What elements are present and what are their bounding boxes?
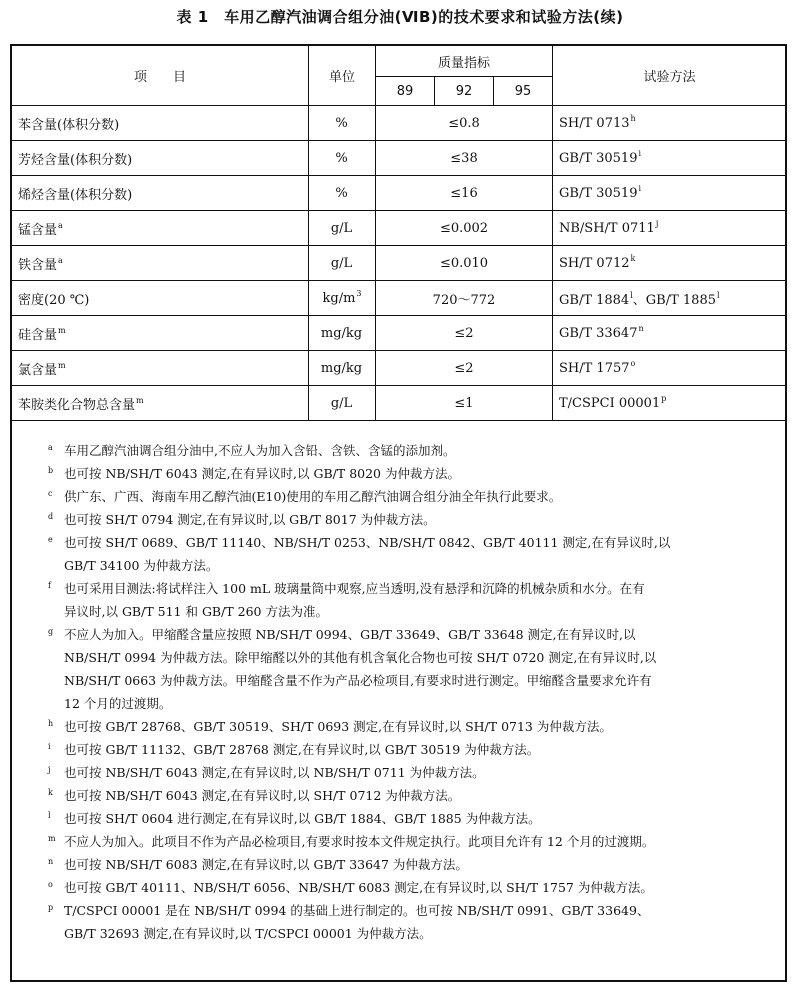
cell-method [553,211,787,246]
cell-unit [309,386,376,421]
footnote-line: GB/T 34100 为仲裁方法。 [64,558,219,573]
footnote-item [11,807,786,830]
item-text: 氯含量 [18,362,58,378]
unit-text: g/L [330,395,353,411]
method-text: SH/T 1757 [559,360,630,376]
cell-unit [309,106,376,141]
method-text: GB/T 1884 [559,292,630,308]
header-quality: 质量指标 [376,46,553,77]
footnote-item [11,761,786,784]
cell-unit [309,176,376,211]
header-method: 试验方法 [553,46,787,106]
footnote-mark: b [48,466,54,475]
header-grade-95: 95 [494,77,553,106]
footnote-line: 不应人为加入。甲缩醛含量应按照 NB/SH/T 0994、GB/T 33649、GB/T 33648 测定,在有异议时,以 [64,627,636,642]
footnote-line: 也可按 NB/SH/T 6043 测定,在有异议时,以 GB/T 8020 为仲裁方法。 [64,466,460,481]
value-text: ≤0.8 [448,115,480,131]
cell-value [376,246,553,281]
method-text: GB/T 30519 [559,150,638,166]
method-footnote-mark-secondary: l [717,291,720,301]
item-text: 硅含量 [18,327,58,343]
cell-method [553,316,787,351]
spec-table [11,45,787,421]
value-text: 720～772 [432,292,496,308]
table-row [12,211,787,246]
item-footnote-mark: a [58,256,63,266]
footnote-line: 也可按 SH/T 0794 测定,在有异议时,以 GB/T 8017 为仲裁方法。 [64,512,436,527]
method-footnote-mark: j [655,219,659,229]
footnote-mark: h [48,719,54,728]
footnote-line: GB/T 32693 测定,在有异议时,以 T/CSPCI 00001 为仲裁方法。 [64,926,432,941]
item-text: 锰含量 [18,222,58,238]
footnote-mark: f [48,581,51,590]
method-footnote-mark: k [630,254,636,264]
item-text: 密度(20 ℃) [18,292,90,308]
footnote-line: 不应人为加入。此项目不作为产品必检项目,有要求时按本文件规定执行。此项目允许有 12 个月的过渡期。 [64,834,655,849]
method-footnote-mark: i [638,149,642,159]
footnote-item [11,623,786,715]
table-row [12,281,787,316]
item-text: 芳烃含量(体积分数) [18,152,133,168]
method-text: GB/T 33647 [559,325,638,341]
footnote-line: 也可按 SH/T 0604 进行测定,在有异议时,以 GB/T 1884、GB/T 1885 为仲裁方法。 [64,811,541,826]
cell-value [376,211,553,246]
header-grade-89: 89 [376,77,435,106]
cell-unit [309,246,376,281]
footnote-mark: n [48,857,54,866]
footnote-line: 也可按 GB/T 11132、GB/T 28768 测定,在有异议时,以 GB/T 30519 为仲裁方法。 [64,742,540,757]
unit-text: g/L [330,255,353,271]
footnote-mark: p [48,903,54,912]
footnote-item [11,485,786,508]
cell-value [376,316,553,351]
method-text: SH/T 0713 [559,115,630,131]
table-row [12,316,787,351]
footnote-mark: c [48,489,53,498]
value-text: ≤0.002 [439,220,489,236]
cell-method [553,106,787,141]
value-text: ≤16 [450,185,478,201]
cell-item [12,211,309,246]
header-item: 项 目 [12,46,309,106]
method-footnote-mark: o [630,359,636,369]
value-text: ≤2 [454,360,474,376]
cell-item [12,176,309,211]
cell-value [376,351,553,386]
method-text: GB/T 30519 [559,185,638,201]
spec-table-body [12,106,787,421]
footnote-item [11,439,786,462]
footnote-line: 也可按 SH/T 0689、GB/T 11140、NB/SH/T 0253、NB/SH/T 0842、GB/T 40111 测定,在有异议时,以 [64,535,671,550]
footnote-line: NB/SH/T 0663 为仲裁方法。甲缩醛含量不作为产品必检项目,有要求时进行测定。甲缩醛含量要求允许有 [64,673,652,688]
cell-method [553,386,787,421]
table-row [12,246,787,281]
item-footnote-mark: m [58,326,66,336]
table-row [12,141,787,176]
unit-text: g/L [330,220,353,236]
cell-method [553,351,787,386]
cell-unit [309,351,376,386]
unit-text: % [335,185,348,201]
cell-item [12,106,309,141]
footnote-line: T/CSPCI 00001 是在 NB/SH/T 0994 的基础上进行制定的。也可按 NB/SH/T 0991、GB/T 33649、 [64,903,650,918]
footnote-line: 也可按 NB/SH/T 6043 测定,在有异议时,以 NB/SH/T 0711 为仲裁方法。 [64,765,485,780]
unit-text: mg/kg [320,325,363,341]
footnote-line: 也可采用目测法:将试样注入 100 mL 玻璃量筒中观察,应当透明,没有悬浮和沉降的机械杂质和水分。在有 [64,581,645,596]
footnote-mark: m [48,834,56,843]
value-text: ≤1 [454,395,474,411]
footnote-line: 也可按 GB/T 40111、NB/SH/T 6056、NB/SH/T 6083 测定,在有异议时,以 SH/T 1757 为仲裁方法。 [64,880,653,895]
footnote-line: NB/SH/T 0994 为仲裁方法。除甲缩醛以外的其他有机含氧化合物也可按 SH/T 0720 测定,在有异议时,以 [64,650,657,665]
cell-item [12,351,309,386]
item-footnote-mark: a [58,221,63,231]
footnote-line: 供广东、广西、海南车用乙醇汽油(E10)使用的车用乙醇汽油调合组分油全年执行此要求。 [64,489,562,504]
cell-unit [309,316,376,351]
value-text: ≤0.010 [439,255,489,271]
cell-value [376,281,553,316]
footnote-item [11,508,786,531]
footnote-item [11,531,786,577]
cell-item [12,316,309,351]
cell-method [553,246,787,281]
footnote-line: 12 个月的过渡期。 [64,696,172,711]
unit-text: % [335,150,348,166]
unit-text: mg/kg [320,360,363,376]
footnote-item [11,876,786,899]
cell-unit [309,141,376,176]
footnote-mark: d [48,512,54,521]
footnote-mark: e [48,535,53,544]
method-footnote-mark: n [638,324,644,334]
cell-method [553,281,787,316]
footnote-line: 也可按 NB/SH/T 6043 测定,在有异议时,以 SH/T 0712 为仲裁方法。 [64,788,461,803]
unit-superscript: 3 [356,289,362,299]
method-footnote-mark: i [638,184,642,194]
unit-text: kg/m [322,290,356,306]
cell-item [12,141,309,176]
footnote-mark: j [48,765,51,774]
footnote-mark: i [48,742,51,751]
value-text: ≤38 [450,150,478,166]
item-text: 烯烃含量(体积分数) [18,187,133,203]
table-row [12,386,787,421]
cell-value [376,106,553,141]
table-row [12,176,787,211]
method-footnote-mark: l [630,291,633,301]
method-text: SH/T 0712 [559,255,630,271]
method-footnote-mark: p [661,394,667,404]
footnotes [11,439,786,945]
footnote-line: 也可按 GB/T 28768、GB/T 30519、SH/T 0693 测定,在有异议时,以 SH/T 0713 为仲裁方法。 [64,719,612,734]
item-text: 苯胺类化合物总含量 [18,397,136,413]
footnote-mark: g [48,627,54,636]
footnote-mark: o [48,880,53,889]
footnote-item [11,715,786,738]
cell-value [376,141,553,176]
method-text-secondary: 、GB/T 1885 [632,292,716,308]
item-footnote-mark: m [58,361,66,371]
table-caption: 表 1 车用乙醇汽油调合组分油(ⅥB)的技术要求和试验方法(续) [176,8,624,26]
item-text: 苯含量(体积分数) [18,117,120,133]
footnote-mark: l [48,811,51,820]
footnote-line: 也可按 NB/SH/T 6083 测定,在有异议时,以 GB/T 33647 为仲裁方法。 [64,857,468,872]
cell-item [12,246,309,281]
footnote-line: 异议时,以 GB/T 511 和 GB/T 260 方法为准。 [64,604,328,619]
method-text: NB/SH/T 0711 [559,220,655,236]
footnote-item [11,899,786,945]
footnote-item [11,853,786,876]
unit-text: % [335,115,348,131]
footnote-item [11,830,786,853]
table-row [12,351,787,386]
item-text: 铁含量 [18,257,58,273]
footnote-item [11,738,786,761]
footnote-item [11,784,786,807]
cell-unit [309,281,376,316]
cell-value [376,386,553,421]
method-text: T/CSPCI 00001 [559,395,661,411]
value-text: ≤2 [454,325,474,341]
method-footnote-mark: h [630,114,636,124]
header-unit: 单位 [309,46,376,106]
header-grade-92: 92 [435,77,494,106]
cell-method [553,141,787,176]
table-row [12,106,787,141]
footnote-item [11,462,786,485]
footnote-mark: a [48,443,53,452]
footnote-line: 车用乙醇汽油调合组分油中,不应人为加入含铅、含铁、含锰的添加剂。 [64,443,456,458]
cell-unit [309,211,376,246]
footnote-item [11,577,786,623]
cell-item [12,281,309,316]
cell-method [553,176,787,211]
item-footnote-mark: m [136,396,144,406]
cell-value [376,176,553,211]
footnote-mark: k [48,788,53,797]
cell-item [12,386,309,421]
